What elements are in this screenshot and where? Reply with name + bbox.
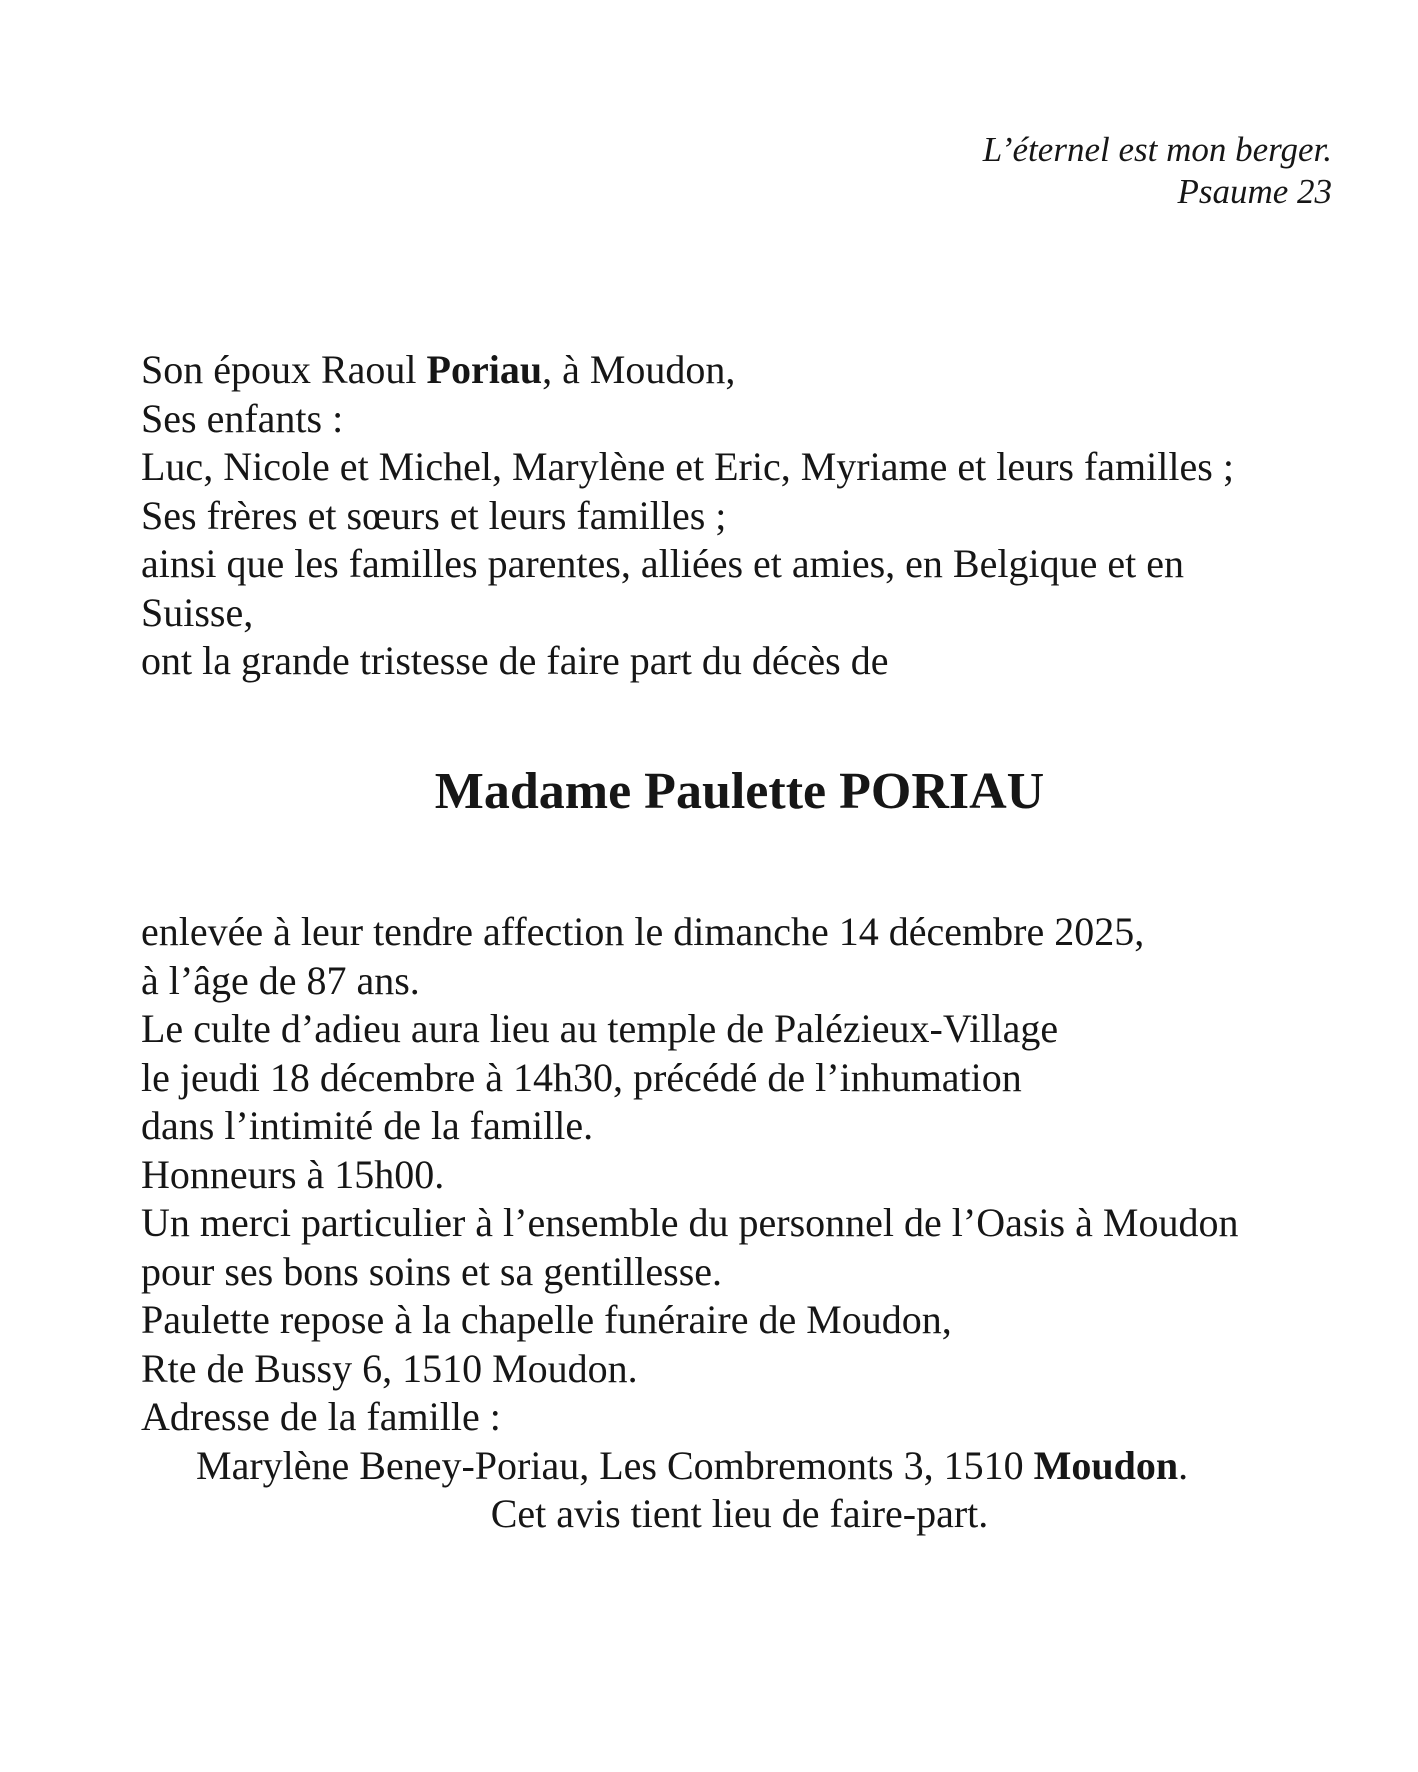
text-line bbox=[141, 908, 1338, 957]
text-segment: Ses frères et sœurs et leurs familles ; bbox=[141, 492, 727, 538]
text-line bbox=[141, 1199, 1338, 1248]
text-segment: à l’âge de 87 ans. bbox=[141, 957, 420, 1003]
text-segment: Cet avis tient lieu de faire-part. bbox=[490, 1491, 989, 1536]
text-segment: . bbox=[1178, 1442, 1189, 1488]
text-segment: Paulette repose à la chapelle funéraire de Moudon, bbox=[141, 1297, 952, 1342]
deceased-name-title: Madame Paulette PORIAU bbox=[434, 763, 1045, 820]
epigraph-verse: L’éternel est mon berger. bbox=[982, 130, 1332, 169]
family-intro-paragraph bbox=[141, 346, 1338, 686]
text-line bbox=[141, 1102, 1338, 1151]
bold-text-segment: Poriau bbox=[426, 347, 543, 392]
text-segment: Rte de Bussy 6, 1510 Moudon. bbox=[141, 1345, 638, 1391]
text-line bbox=[141, 1248, 1338, 1297]
text-segment: pour ses bons soins et sa gentillesse. bbox=[141, 1248, 723, 1294]
text-segment: Un merci particulier à l’ensemble du personnel de l’Oasis à Moudon bbox=[141, 1200, 1239, 1245]
text-segment: Marylène Beney-Poriau, Les Combremonts 3, 1510 bbox=[196, 1442, 1034, 1488]
text-line bbox=[141, 957, 1338, 1006]
text-segment: ainsi que les familles parentes, alliées et amies, en Belgique et en bbox=[141, 541, 1184, 586]
text-line bbox=[141, 637, 1338, 686]
text-segment: Adresse de la famille : bbox=[141, 1394, 501, 1439]
text-line bbox=[141, 492, 1338, 541]
text-line bbox=[141, 395, 1338, 444]
text-segment: Suisse, bbox=[141, 589, 254, 635]
text-segment: Honneurs à 15h00. bbox=[141, 1151, 445, 1197]
text-line bbox=[141, 1393, 1338, 1442]
text-segment: , à Moudon, bbox=[542, 347, 736, 392]
text-line bbox=[141, 1151, 1338, 1200]
text-line bbox=[141, 1296, 1338, 1345]
text-line bbox=[141, 443, 1338, 492]
text-line bbox=[141, 589, 1338, 638]
funeral-notice-paragraph bbox=[141, 908, 1338, 1539]
text-segment: Luc, Nicole et Michel, Marylène et Eric, Myriame et leurs familles ; bbox=[141, 444, 1234, 489]
text-segment: ont la grande tristesse de faire part du décès de bbox=[141, 638, 889, 683]
text-line bbox=[141, 540, 1338, 589]
text-segment: le jeudi 18 décembre à 14h30, précédé de l’inhumation bbox=[141, 1054, 1022, 1100]
text-line bbox=[141, 1005, 1338, 1054]
text-segment: Ses enfants : bbox=[141, 395, 344, 441]
text-line bbox=[141, 1442, 1338, 1491]
text-segment: Son époux Raoul bbox=[141, 347, 427, 392]
text-line bbox=[141, 1054, 1338, 1103]
epigraph-psalm-reference: Psaume 23 bbox=[1177, 172, 1332, 211]
text-line bbox=[141, 1345, 1338, 1394]
text-segment: dans l’intimité de la famille. bbox=[141, 1103, 594, 1148]
text-line bbox=[141, 346, 1338, 395]
text-line bbox=[141, 1490, 1338, 1539]
text-segment: enlevée à leur tendre affection le dimanche 14 décembre 2025, bbox=[141, 909, 1145, 954]
bold-text-segment: Moudon bbox=[1033, 1442, 1179, 1488]
text-segment: Le culte d’adieu aura lieu au temple de Palézieux-Village bbox=[141, 1006, 1059, 1051]
epigraph bbox=[983, 129, 1332, 213]
